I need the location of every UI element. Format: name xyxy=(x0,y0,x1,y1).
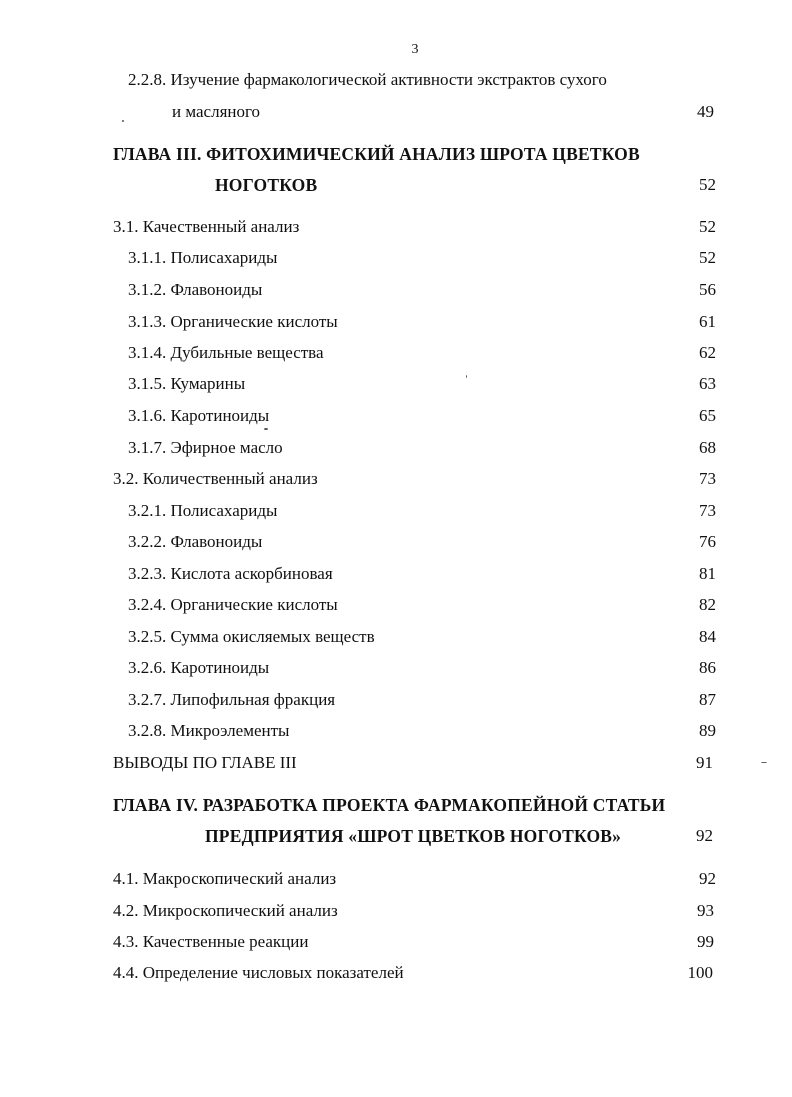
toc-entry-3-2-3: 3.2.3. Кислота аскорбиновая xyxy=(128,564,333,583)
toc-entry-3-1-7: 3.1.7. Эфирное масло xyxy=(128,438,283,457)
toc-page-3-2-2: 76 xyxy=(699,532,716,551)
toc-entry-4-1: 4.1. Макроскопический анализ xyxy=(113,869,337,888)
toc-page-chapter-4: 92 xyxy=(696,826,713,845)
scan-speck xyxy=(264,428,268,430)
toc-entry-3-2-4: 3.2.4. Органические кислоты xyxy=(128,595,338,614)
toc-page-3-1-7: 68 xyxy=(699,438,716,457)
toc-entry-3-2-5: 3.2.5. Сумма окисляемых веществ xyxy=(128,627,375,646)
toc-page-conclusions-3: 91 xyxy=(696,753,713,772)
toc-page-3-2-6: 86 xyxy=(699,658,716,677)
toc-entry-3-1-5: 3.1.5. Кумарины xyxy=(128,374,246,393)
toc-entry-3-1-4: 3.1.4. Дубильные вещества xyxy=(128,343,324,362)
toc-page-chapter-3: 52 xyxy=(699,175,716,194)
toc-page-3-1-2: 56 xyxy=(699,280,716,299)
toc-entry-3-2-2: 3.2.2. Флавоноиды xyxy=(128,532,263,551)
scan-speck xyxy=(466,375,467,378)
toc-page-4-4: 100 xyxy=(687,963,713,982)
toc-page-3-1-1: 52 xyxy=(699,248,716,267)
toc-entry-4-4: 4.4. Определение числовых показателей xyxy=(113,963,404,982)
toc-entry-3-2-6: 3.2.6. Каротиноиды xyxy=(128,658,270,677)
toc-entry-conclusions-3: ВЫВОДЫ ПО ГЛАВЕ III xyxy=(113,753,297,772)
toc-page-3-2-4: 82 xyxy=(699,595,716,614)
toc-page-3-1: 52 xyxy=(699,217,716,236)
toc-page-2-2-8: 49 xyxy=(697,102,714,121)
toc-entry-3-1-1: 3.1.1. Полисахариды xyxy=(128,248,278,267)
toc-page-3-1-5: 63 xyxy=(699,374,716,393)
toc-page-3-2-1: 73 xyxy=(699,501,716,520)
toc-page-3-1-4: 62 xyxy=(699,343,716,362)
toc-entry-3-2: 3.2. Количественный анализ xyxy=(113,469,318,488)
toc-entry-4-2: 4.2. Микроскопический анализ xyxy=(113,901,338,920)
chapter-3-title-line2: НОГОТКОВ xyxy=(215,175,318,195)
toc-entry-3-1: 3.1. Качественный анализ xyxy=(113,217,300,236)
toc-page-3-2-5: 84 xyxy=(699,627,716,646)
toc-page-3-2-3: 81 xyxy=(699,564,716,583)
toc-entry-3-1-3: 3.1.3. Органические кислоты xyxy=(128,312,338,331)
page-number: 3 xyxy=(411,42,419,57)
toc-page-4-2: 93 xyxy=(697,901,714,920)
scan-speck xyxy=(122,120,124,122)
toc-page-4-1: 92 xyxy=(699,869,716,888)
toc-entry-3-2-1: 3.2.1. Полисахариды xyxy=(128,501,278,520)
toc-entry-4-3: 4.3. Качественные реакции xyxy=(113,932,309,951)
toc-page-3-2-8: 89 xyxy=(699,721,716,740)
toc-entry-3-1-6: 3.1.6. Каротиноиды xyxy=(128,406,270,425)
toc-page-3-2: 73 xyxy=(699,469,716,488)
toc-entry-3-2-8: 3.2.8. Микроэлементы xyxy=(128,721,290,740)
chapter-4-title-line1: ГЛАВА IV. РАЗРАБОТКА ПРОЕКТА ФАРМАКОПЕЙНОЙ СТАТЬИ xyxy=(113,795,666,815)
scan-speck xyxy=(761,762,767,763)
toc-entry-2-2-8-line1: 2.2.8. Изучение фармакологической активности экстрактов сухого xyxy=(128,70,607,89)
toc-page-4-3: 99 xyxy=(697,932,714,951)
toc-page-3-1-3: 61 xyxy=(699,312,716,331)
toc-entry-2-2-8-line2: и масляного xyxy=(172,102,261,121)
chapter-4-title-line2: ПРЕДПРИЯТИЯ «ШРОТ ЦВЕТКОВ НОГОТКОВ» xyxy=(205,826,622,846)
toc-page-3-2-7: 87 xyxy=(699,690,716,709)
toc-entry-3-1-2: 3.1.2. Флавоноиды xyxy=(128,280,263,299)
toc-page-3-1-6: 65 xyxy=(699,406,716,425)
toc-entry-3-2-7: 3.2.7. Липофильная фракция xyxy=(128,690,336,709)
chapter-3-title-line1: ГЛАВА III. ФИТОХИМИЧЕСКИЙ АНАЛИЗ ШРОТА ЦВЕТКОВ xyxy=(113,144,640,164)
